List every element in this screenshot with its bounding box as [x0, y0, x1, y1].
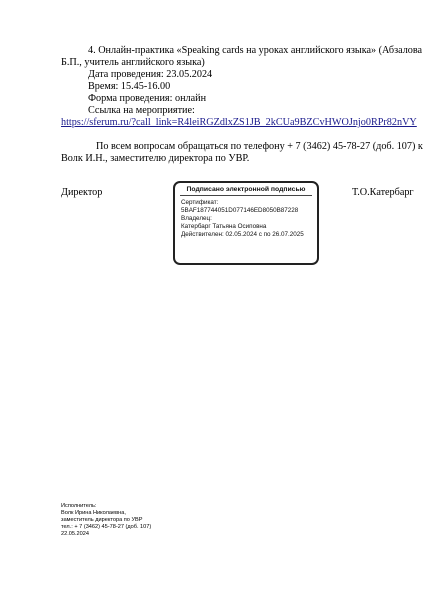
event-link[interactable]: https://sferum.ru/?call_link=R4leiRGZdlxZS1JB_2kCUa9BZCvHWOJnjo0RPr82nVY [61, 117, 417, 128]
executor-position: заместитель директора по УВР [61, 517, 143, 523]
executor-date: 22.05.2024 [61, 531, 89, 537]
executor-name: Волк Ирина Николаевна, [61, 510, 126, 516]
executor-phone: тел.: + 7 (3462) 45-78-27 (доб. 107) [61, 524, 152, 530]
contact-line1: По всем вопросам обращаться по телефону + 7 (3462) 45-78-27 (доб. 107) к [96, 141, 423, 152]
signature-name: Т.О.Катербарг [352, 187, 414, 198]
stamp-cert-value: 5BAF187744051D077146ED8050B87228 [181, 207, 299, 214]
stamp-divider [180, 195, 312, 196]
item4-line1: 4. Онлайн-практика «Speaking cards на уроках английского языка» (Абзалова [88, 45, 423, 56]
stamp-title: Подписано электронной подписью [186, 186, 306, 193]
item4-link-label: Ссылка на мероприятие: [88, 105, 195, 116]
item4-time: Время: 15.45-16.00 [88, 81, 171, 92]
item4-form: Форма проведения: онлайн [88, 93, 207, 104]
item4-date: Дата проведения: 23.05.2024 [88, 69, 213, 80]
signature-role: Директор [61, 187, 103, 198]
electronic-signature-stamp [173, 181, 319, 265]
executor-label: Исполнитель: [61, 503, 97, 509]
stamp-validity: Действителен: 02.05.2024 с по 26.07.2025 [181, 231, 304, 238]
contact-line2: Волк И.Н., заместителю директора по УВР. [61, 153, 250, 164]
stamp-owner-label: Владелец: [181, 215, 212, 222]
stamp-owner-value: Катербарг Татьяна Осиповна [181, 223, 267, 230]
stamp-cert-label: Сертификат: [181, 199, 219, 206]
item4-line2: Б.П., учитель английского языка) [61, 57, 205, 68]
